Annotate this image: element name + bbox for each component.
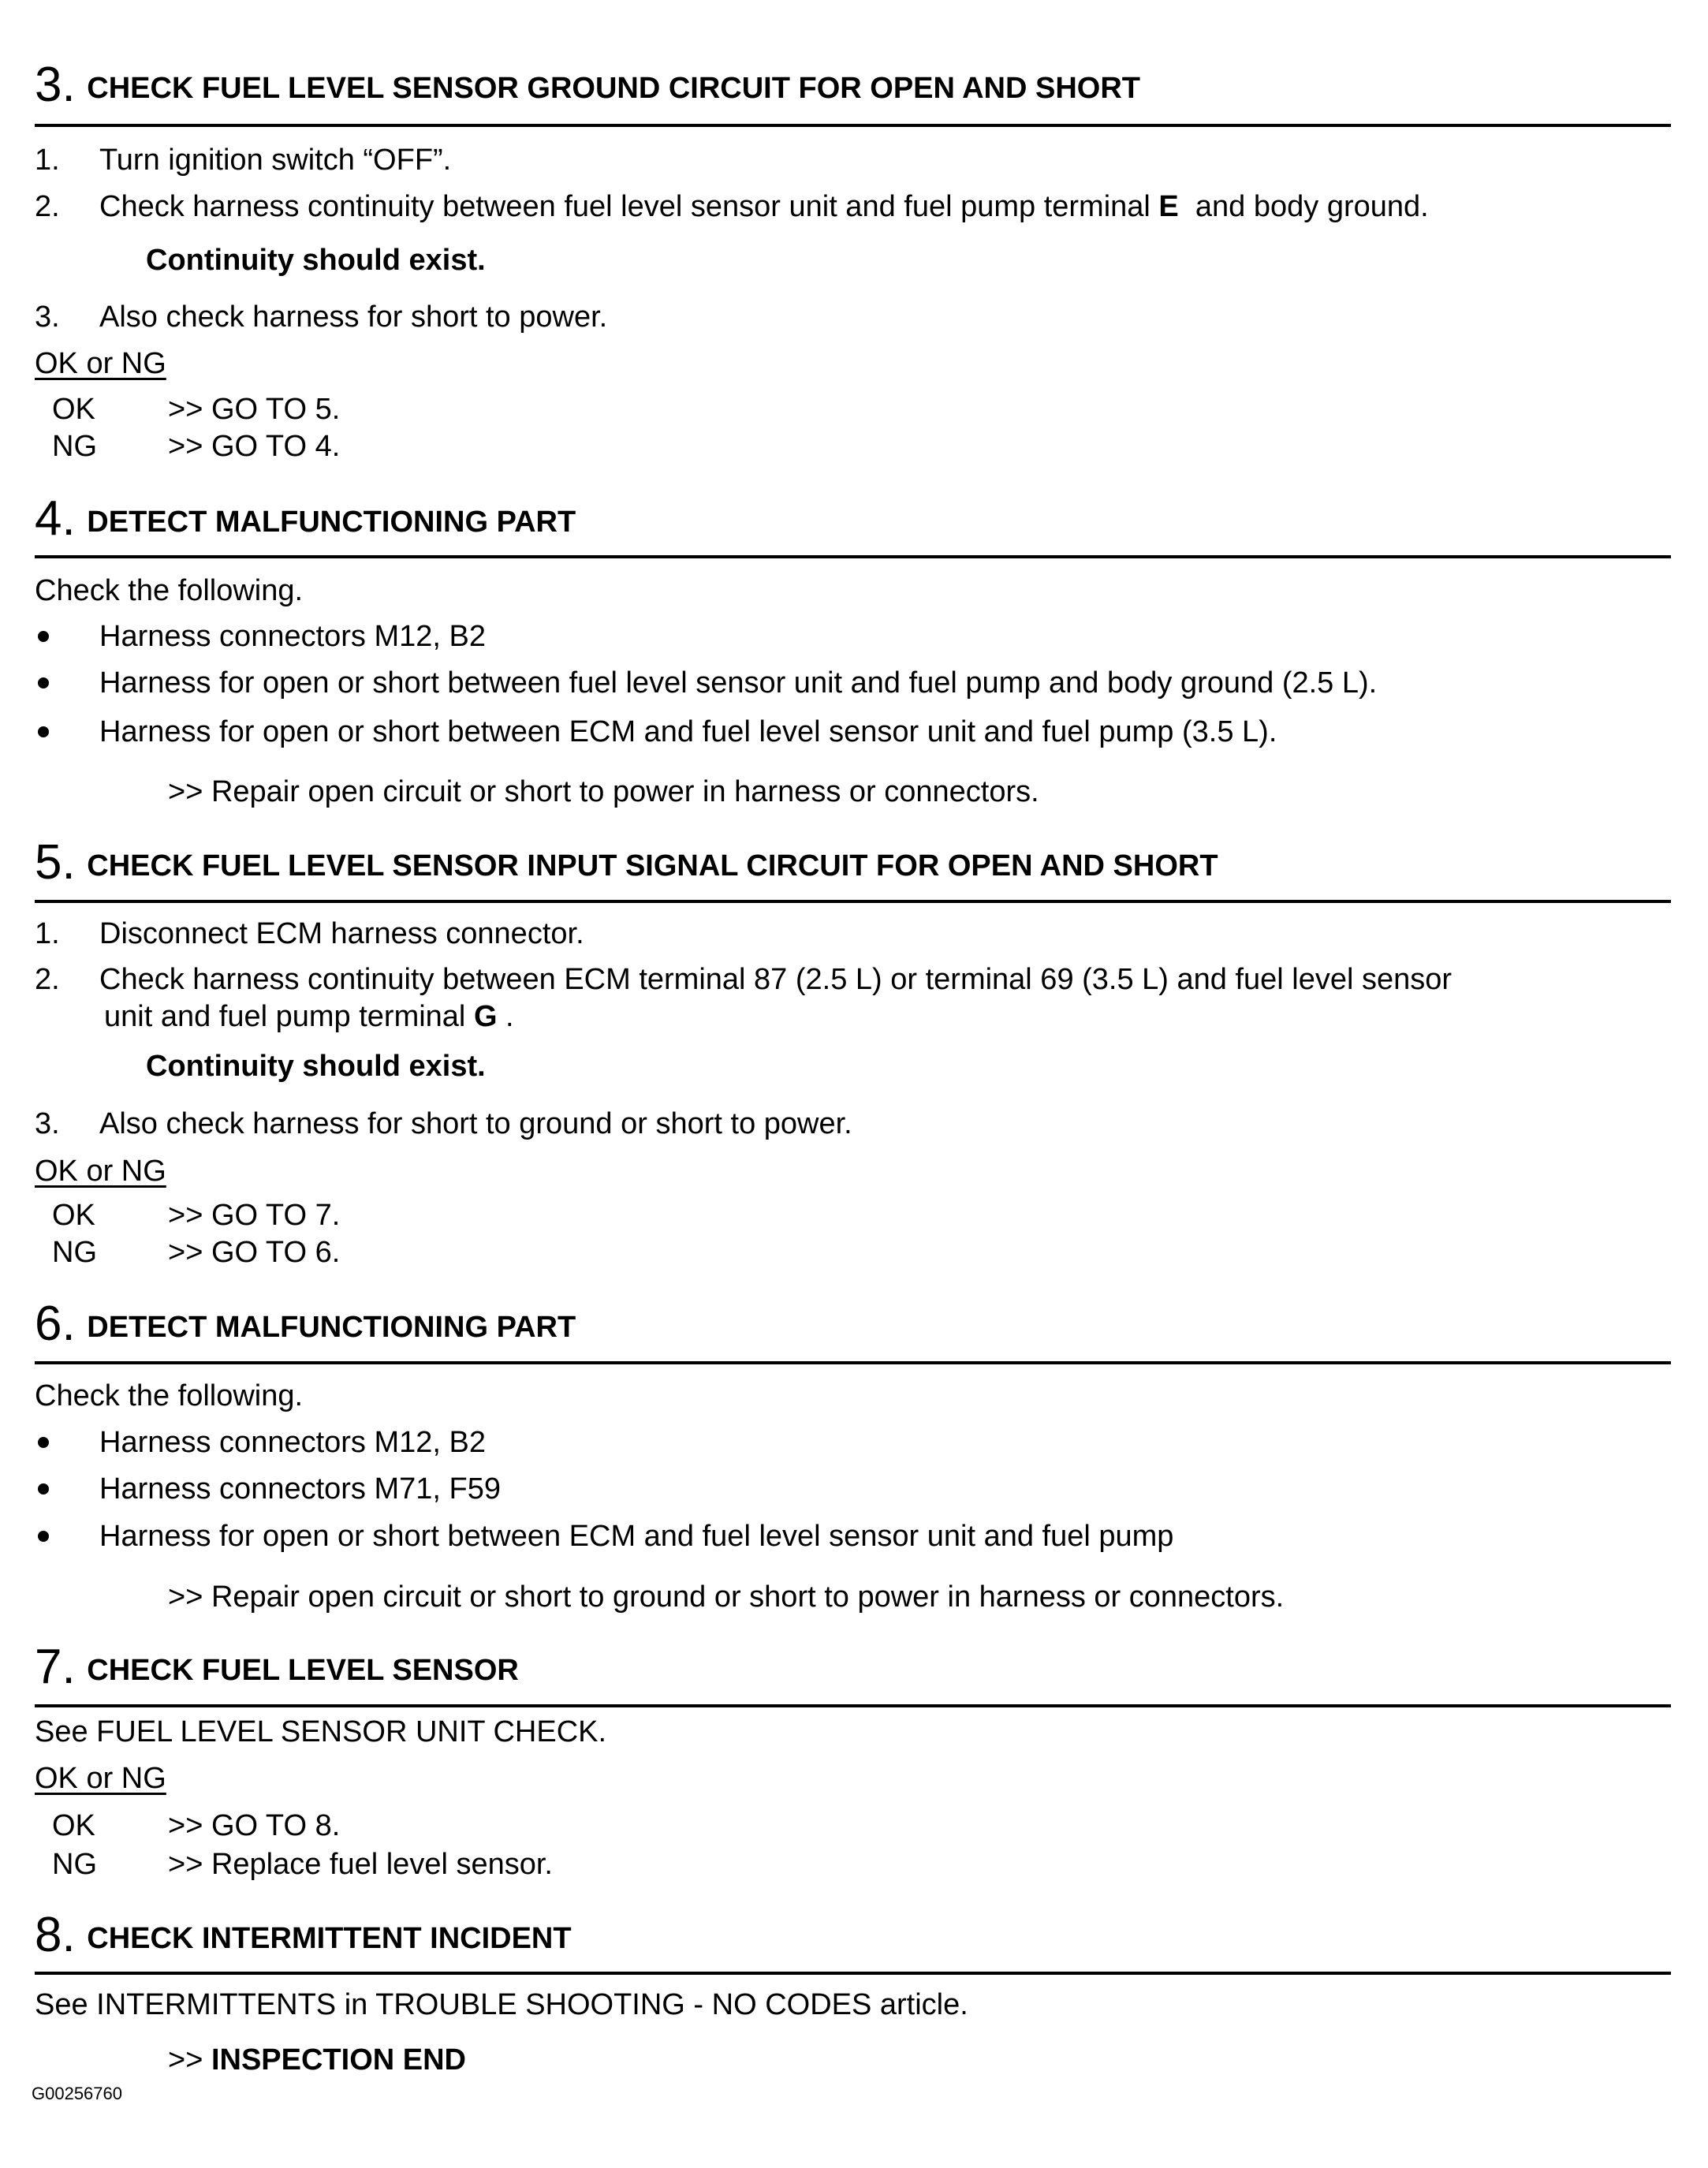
divider	[35, 555, 1671, 558]
bullet-icon	[38, 1437, 49, 1448]
ok-or-ng-label: OK or NG	[35, 1155, 166, 1188]
section-4-heading: 4. DETECT MALFUNCTIONING PART	[35, 491, 576, 546]
step-number: 2.	[35, 963, 60, 996]
repair-action: >> Repair open circuit or short to power in harness or connectors.	[168, 775, 1039, 808]
ng-label: NG	[52, 1236, 97, 1269]
intro-text: Check the following.	[35, 574, 304, 607]
bullet-icon	[38, 631, 49, 642]
list-item: Harness for open or short between fuel level sensor unit and fuel pump and body ground (2.5 L).	[99, 666, 1378, 700]
ng-action: >> GO TO 4.	[168, 430, 341, 463]
step-text: Also check harness for short to power.	[99, 300, 608, 334]
step-number: 3.	[35, 1107, 60, 1140]
step-number: 1.	[35, 917, 60, 950]
section-5-heading: 5. CHECK FUEL LEVEL SENSOR INPUT SIGNAL CIRCUIT FOR OPEN AND SHORT	[35, 835, 1218, 890]
bullet-icon	[38, 677, 49, 688]
step-number: 3.	[35, 300, 60, 334]
list-item: Harness connectors M12, B2	[99, 620, 487, 653]
step-number: 1.	[35, 144, 60, 177]
spec-note: Continuity should exist.	[146, 244, 486, 277]
ok-or-ng-label: OK or NG	[35, 347, 166, 380]
list-item: Harness connectors M71, F59	[99, 1472, 502, 1506]
ng-label: NG	[52, 1848, 97, 1881]
step-text: Disconnect ECM harness connector.	[99, 917, 584, 950]
list-item: Harness for open or short between ECM and fuel level sensor unit and fuel pump	[99, 1520, 1174, 1553]
list-item: Harness for open or short between ECM and fuel level sensor unit and fuel pump (3.5 L).	[99, 715, 1277, 748]
ok-label: OK	[52, 1809, 95, 1842]
list-item: Harness connectors M12, B2	[99, 1426, 487, 1459]
divider	[35, 1972, 1671, 1975]
step-number: 2.	[35, 190, 60, 223]
divider	[35, 1361, 1671, 1364]
reference-text: See FUEL LEVEL SENSOR UNIT CHECK.	[35, 1715, 607, 1748]
ok-action: >> GO TO 5.	[168, 393, 341, 426]
bullet-icon	[38, 726, 49, 737]
divider	[35, 124, 1671, 127]
ng-action: >> GO TO 6.	[168, 1236, 341, 1269]
ok-label: OK	[52, 1199, 95, 1232]
ng-label: NG	[52, 430, 97, 463]
intro-text: Check the following.	[35, 1379, 304, 1412]
bullet-icon	[38, 1531, 49, 1542]
section-3-heading: 3. CHECK FUEL LEVEL SENSOR GROUND CIRCUIT FOR OPEN AND SHORT	[35, 58, 1140, 112]
reference-text: See INTERMITTENTS in TROUBLE SHOOTING - NO CODES article.	[35, 1988, 968, 2021]
section-7-heading: 7. CHECK FUEL LEVEL SENSOR	[35, 1640, 519, 1694]
ng-action: >> Replace fuel level sensor.	[168, 1848, 553, 1881]
ok-action: >> GO TO 8.	[168, 1809, 341, 1842]
step-text-cont: unit and fuel pump terminal G .	[104, 1000, 514, 1033]
divider	[35, 900, 1671, 903]
step-text: Check harness continuity between ECM terminal 87 (2.5 L) or terminal 69 (3.5 L) and fuel level sensor	[99, 963, 1453, 996]
step-text: Check harness continuity between fuel level sensor unit and fuel pump terminal E and body ground.	[99, 190, 1429, 223]
bullet-icon	[38, 1483, 49, 1494]
section-6-heading: 6. DETECT MALFUNCTIONING PART	[35, 1297, 576, 1351]
step-text: Turn ignition switch “OFF”.	[99, 144, 452, 177]
step-text: Also check harness for short to ground or short to power.	[99, 1107, 852, 1140]
ok-or-ng-label: OK or NG	[35, 1762, 166, 1795]
inspection-end: >> INSPECTION END	[168, 2043, 466, 2077]
divider	[35, 1704, 1671, 1707]
spec-note: Continuity should exist.	[146, 1050, 486, 1083]
ok-label: OK	[52, 393, 95, 426]
figure-id: G00256760	[32, 2084, 122, 2103]
ok-action: >> GO TO 7.	[168, 1199, 341, 1232]
section-8-heading: 8. CHECK INTERMITTENT INCIDENT	[35, 1908, 572, 1962]
repair-action: >> Repair open circuit or short to ground or short to power in harness or connectors.	[168, 1580, 1285, 1614]
